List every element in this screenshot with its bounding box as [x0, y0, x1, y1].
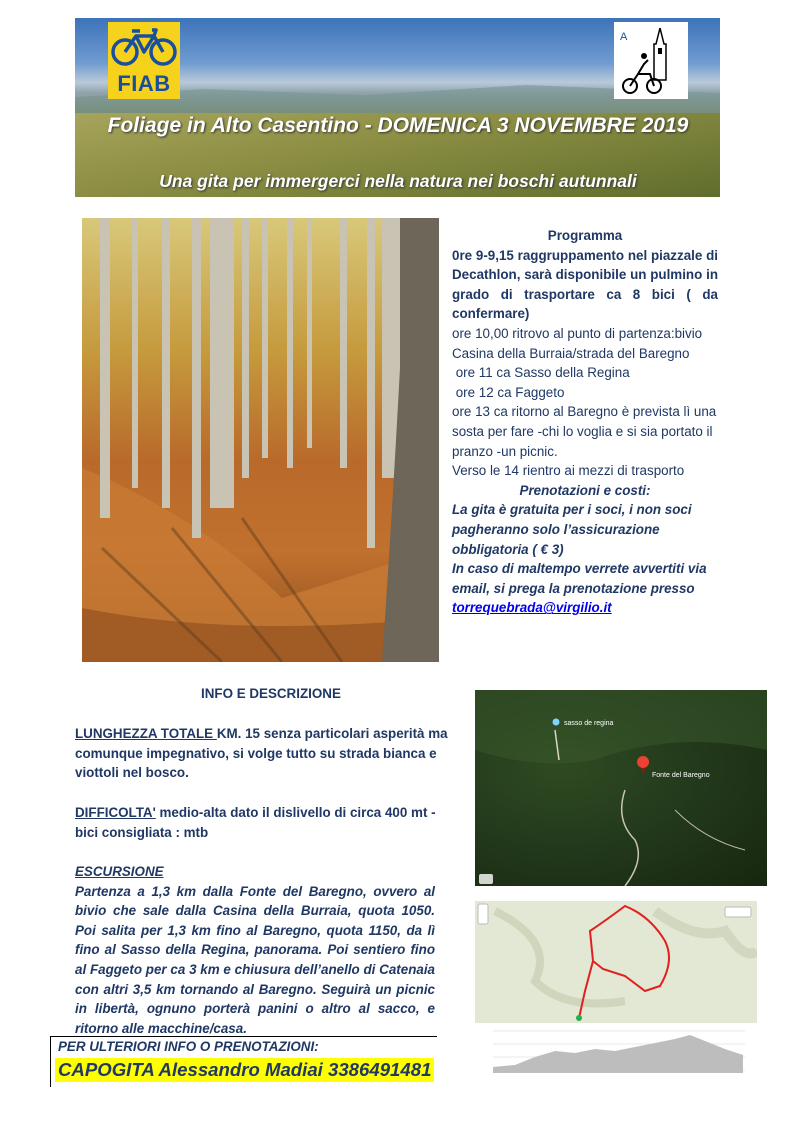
trip-leader-contact: CAPOGITA Alessandro Madiai 3386491481 — [55, 1058, 434, 1082]
program-line-gathering: 0re 9-9,15 raggruppamento nel piazzale di Decathlon, sarà disponibile un pulmino in grado di trasportare ca 8 bici ( da confermare) — [452, 247, 718, 322]
autumn-forest-photo — [82, 218, 439, 662]
costs-heading: Prenotazioni e costi: — [519, 482, 651, 498]
map-pin-icon[interactable] — [553, 719, 560, 726]
satellite-map[interactable] — [475, 690, 767, 886]
svg-text:A: A — [620, 31, 628, 43]
pin-label-fonte: Fonte del Baregno — [652, 772, 710, 779]
layer-select[interactable] — [725, 907, 751, 917]
fiab-logo-text: FIAB — [117, 71, 171, 96]
program-line-sasso: ore 11 ca Sasso della Regina — [452, 365, 630, 381]
costs-text: La gita è gratuita per i soci, i non soci pagheranno solo l’assicurazione obbligatoria ( € 3) — [452, 502, 692, 557]
length-label: LUNGHEZZA TOTALE — [75, 726, 217, 741]
program-line-start: ore 10,00 ritrovo al punto di partenza:bivio Casina della Burraia/strada del Baregno — [452, 325, 703, 361]
map-marker-icon[interactable] — [637, 756, 649, 780]
fiab-logo — [108, 22, 180, 99]
difficulty-text: medio-alta dato il dislivello di circa 400 mt - bici consigliata : mtb — [75, 805, 436, 840]
partner-logo — [614, 22, 688, 99]
excursion-text: Partenza a 1,3 km dalla Fonte del Baregno, ovvero al bivio che sale dalla Casina della Burraia, quota 1050. Poi salita per 1,3 km fino al Baregno, quota 1150, da lì fino al Sasso della Regina, panorama. Poi sentiero fino al Faggeto per ca 3 km e chiusura dell’anello di Catenaia con altri 3,5 km tornando al Baregno. Seguirà un picnic in libertà, ognuno porterà panini o altro al sacco, e ritorno alle macchine/casa. — [75, 883, 435, 1036]
map-control-button[interactable] — [479, 874, 493, 884]
weather-note — [452, 559, 718, 618]
event-title: Foliage in Alto Casentino - DOMENICA 3 NOVEMBRE 2019 — [107, 114, 689, 137]
program-line-faggeto: ore 12 ca Faggeto — [452, 384, 565, 400]
bicycle-icon — [108, 22, 180, 72]
pin-label-sasso: sasso de regina — [564, 720, 614, 727]
elevation-profile — [475, 1027, 757, 1077]
email-link[interactable]: torrequebrada@virgilio.it — [452, 600, 612, 616]
difficulty-label: DIFFICOLTA' — [75, 805, 156, 820]
contact-label: PER ULTERIORI INFO O PRENOTAZIONI: — [58, 1039, 319, 1054]
program-line-return: Verso le 14 rientro ai mezzi di trasporto — [452, 463, 685, 479]
excursion-paragraph — [75, 862, 435, 1038]
difficulty-paragraph — [75, 803, 456, 842]
excursion-label: ESCURSIONE — [75, 864, 164, 879]
weather-text: In caso di maltempo verrete avvertiti via email, si prega la prenotazione presso — [452, 561, 707, 596]
program-section — [452, 226, 718, 618]
program-heading: Programma — [547, 228, 623, 243]
length-paragraph — [75, 724, 456, 783]
zoom-control[interactable] — [478, 904, 488, 924]
event-subtitle: Una gita per immergerci nella natura nei boschi autunnali — [159, 171, 637, 191]
program-line-picnic: ore 13 ca ritorno al Baregno è prevista lì una sosta per fare -chi lo voglia e si sia portato il pranzo -un picnic. — [452, 404, 717, 459]
length-text: KM. 15 senza particolari asperità ma comunque impegnativo, si volge tutto su strada bianca e viottoli nel bosco. — [75, 726, 448, 781]
info-title: INFO E DESCRIZIONE — [201, 686, 341, 701]
route-map[interactable] — [475, 901, 757, 1023]
